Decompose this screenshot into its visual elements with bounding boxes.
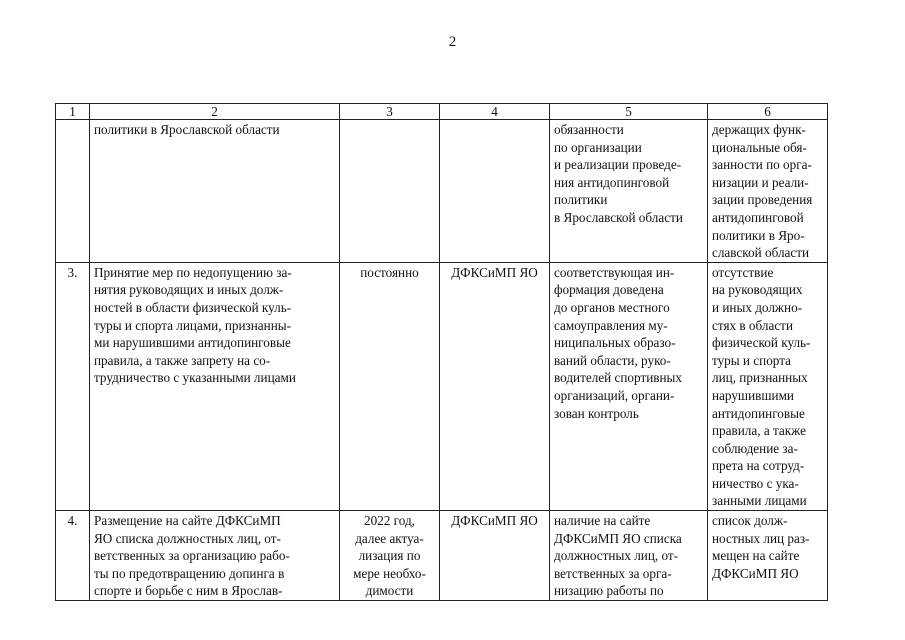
column-header: 4 (440, 104, 550, 120)
measure-cell: Принятие мер по недопущению за- нятия руководящих и иных долж- ностей в области физической куль- туры и спорта лицами, признанны- ми нарушившими антидопинговые правила, а также запрету на со- трудничество с указанными лицами (90, 262, 340, 510)
row-number: 4. (56, 511, 90, 601)
executor-cell: ДФКСиМП ЯО (440, 511, 550, 601)
row-number: 3. (56, 262, 90, 510)
measure-cell: Размещение на сайте ДФКСиМП ЯО списка должностных лиц, от- ветственных за организацию рабо- ты по предотвращению допинга в спорте и борьбе с ним в Ярослав- (90, 511, 340, 601)
result-cell: держащих функ- циональные обя- занности по орга- низации и реали- зации проведения антидопинговой политики в Яро- славской области (708, 120, 828, 263)
executor-cell: ДФКСиМП ЯО (440, 262, 550, 510)
row-number (56, 120, 90, 263)
term-cell: постоянно (340, 262, 440, 510)
table-header-row (56, 104, 828, 120)
column-header: 2 (90, 104, 340, 120)
term-cell: 2022 год, далее актуа- лизация по мере необхо- димости (340, 511, 440, 601)
column-header: 5 (550, 104, 708, 120)
indicator-cell: соответствующая ин- формация доведена до органов местного самоуправления му- ниципальных образо- ваний области, руко- водителей спортивных организаций, органи- зован контроль (550, 262, 708, 510)
measures-table (55, 103, 828, 601)
table-row (56, 262, 828, 510)
column-header: 6 (708, 104, 828, 120)
page-number: 2 (448, 34, 457, 50)
indicator-cell: наличие на сайте ДФКСиМП ЯО списка должностных лиц, от- ветственных за орга- низацию работы по (550, 511, 708, 601)
table-row (56, 120, 828, 263)
column-header: 1 (56, 104, 90, 120)
result-cell: список долж- ностных лиц раз- мещен на сайте ДФКСиМП ЯО (708, 511, 828, 601)
table-row (56, 511, 828, 601)
column-header: 3 (340, 104, 440, 120)
result-cell: отсутствие на руководящих и иных должно- стях в области физической куль- туры и спорта лиц, признанных нарушившими антидопинговые правила, а также соблюдение за- прета на сотруд- ничество с ука- занными лицами (708, 262, 828, 510)
term-cell (340, 120, 440, 263)
measure-cell: политики в Ярославской области (90, 120, 340, 263)
indicator-cell: обязанности по организации и реализации проведе- ния антидопинговой политики в Ярославской области (550, 120, 708, 263)
executor-cell (440, 120, 550, 263)
